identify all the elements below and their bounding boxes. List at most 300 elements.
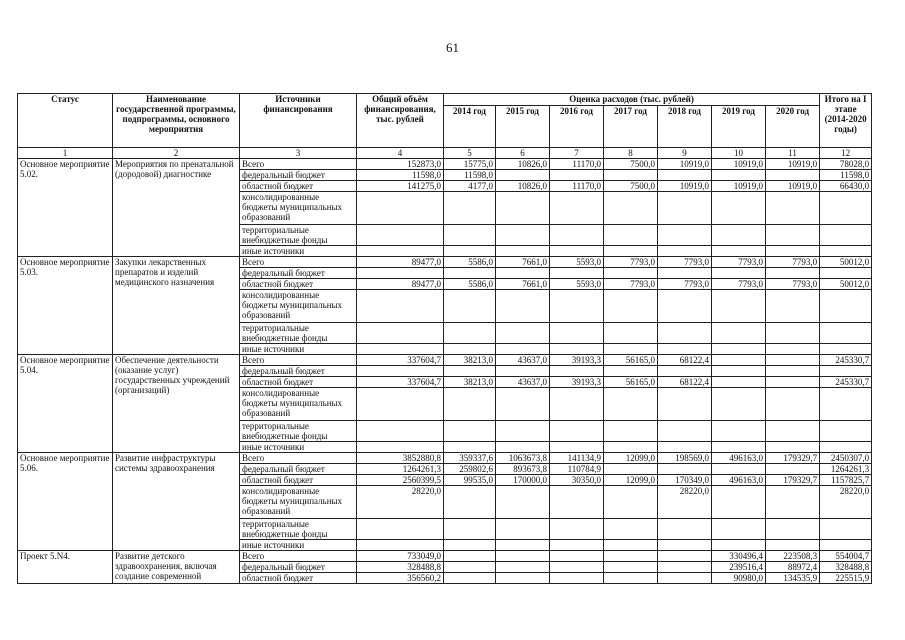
value-cell-y2018: 198569,0 (658, 453, 712, 464)
header-year: 2014 год (444, 106, 496, 148)
value-cell-result (820, 540, 872, 551)
value-cell-total (357, 225, 444, 246)
value-cell-y2014 (444, 344, 496, 355)
value-cell-y2019: 90980,0 (712, 573, 766, 584)
value-cell-y2014 (444, 246, 496, 257)
value-cell-y2015: 1063673,8 (496, 453, 550, 464)
status-cell: Основное мероприятие 5.03. (18, 257, 113, 355)
source-cell: федеральный бюджет (240, 366, 357, 377)
value-cell-y2020: 10919,0 (766, 181, 820, 192)
value-cell-total (357, 323, 444, 344)
value-cell-y2018: 10919,0 (658, 181, 712, 192)
value-cell-y2016 (550, 540, 604, 551)
activity-name-cell: Закупки лекарственных препаратов и изделий медицинского назначения (113, 257, 240, 355)
value-cell-y2017 (604, 268, 658, 279)
value-cell-y2014 (444, 421, 496, 442)
value-cell-y2016 (550, 519, 604, 540)
value-cell-y2015 (496, 486, 550, 519)
value-cell-y2020 (766, 192, 820, 225)
value-cell-y2014: 359337,6 (444, 453, 496, 464)
value-cell-y2014: 5586,0 (444, 257, 496, 268)
value-cell-y2018: 68122,4 (658, 377, 712, 388)
value-cell-y2017: 7793,0 (604, 279, 658, 290)
value-cell-y2019 (712, 268, 766, 279)
value-cell-y2019: 239516,4 (712, 562, 766, 573)
header-estimate: Оценка расходов (тыс. рублей) (444, 94, 820, 106)
value-cell-result (820, 323, 872, 344)
source-cell: областной бюджет (240, 377, 357, 388)
value-cell-y2018: 7793,0 (658, 279, 712, 290)
value-cell-total: 152873,0 (357, 159, 444, 170)
value-cell-y2020 (766, 323, 820, 344)
value-cell-total (357, 366, 444, 377)
value-cell-y2020: 179329,7 (766, 475, 820, 486)
value-cell-y2020 (766, 464, 820, 475)
value-cell-y2020 (766, 366, 820, 377)
index-cell: 9 (658, 148, 712, 159)
value-cell-y2016: 5593,0 (550, 257, 604, 268)
value-cell-total (357, 421, 444, 442)
value-cell-y2020: 179329,7 (766, 453, 820, 464)
value-cell-result: 50012,0 (820, 279, 872, 290)
value-cell-y2014: 15775,0 (444, 159, 496, 170)
value-cell-result: 78028,0 (820, 159, 872, 170)
value-cell-y2020 (766, 170, 820, 181)
value-cell-y2018 (658, 268, 712, 279)
value-cell-y2017 (604, 573, 658, 584)
value-cell-y2017 (604, 421, 658, 442)
value-cell-y2017: 12099,0 (604, 453, 658, 464)
value-cell-y2015: 7661,0 (496, 279, 550, 290)
value-cell-y2020 (766, 486, 820, 519)
value-cell-y2017 (604, 290, 658, 323)
value-cell-y2015 (496, 344, 550, 355)
value-cell-y2016 (550, 344, 604, 355)
value-cell-y2015 (496, 225, 550, 246)
value-cell-y2020 (766, 377, 820, 388)
value-cell-result (820, 290, 872, 323)
value-cell-y2015: 893673,8 (496, 464, 550, 475)
value-cell-result (820, 192, 872, 225)
value-cell-y2015 (496, 323, 550, 344)
value-cell-y2020 (766, 355, 820, 366)
value-cell-y2018 (658, 442, 712, 453)
value-cell-y2018 (658, 225, 712, 246)
header-name: Наименование государственной программы, подпрограммы, основного мероприятия (113, 94, 240, 148)
value-cell-y2020 (766, 268, 820, 279)
value-cell-y2014 (444, 519, 496, 540)
value-cell-y2016 (550, 268, 604, 279)
activity-name-cell: Развитие инфраструктуры системы здравоохранения (113, 453, 240, 551)
source-cell: иные источники (240, 344, 357, 355)
value-cell-result (820, 442, 872, 453)
index-cell: 5 (444, 148, 496, 159)
value-cell-y2020 (766, 290, 820, 323)
source-cell: Всего (240, 551, 357, 562)
activity-name-cell: Мероприятия по пренатальной (дородовой) диагностике (113, 159, 240, 257)
value-cell-y2015 (496, 442, 550, 453)
value-cell-total: 89477,0 (357, 279, 444, 290)
status-cell: Основное мероприятие 5.02. (18, 159, 113, 257)
header-year: 2018 год (658, 106, 712, 148)
value-cell-result (820, 246, 872, 257)
value-cell-y2016: 30350,0 (550, 475, 604, 486)
value-cell-y2015: 43637,0 (496, 355, 550, 366)
value-cell-y2020 (766, 519, 820, 540)
value-cell-y2019 (712, 486, 766, 519)
value-cell-y2016: 11170,0 (550, 181, 604, 192)
value-cell-y2014 (444, 573, 496, 584)
source-cell: Всего (240, 257, 357, 268)
table-row (18, 551, 872, 562)
index-row (18, 148, 872, 159)
value-cell-y2015 (496, 366, 550, 377)
value-cell-y2015 (496, 540, 550, 551)
value-cell-y2016 (550, 290, 604, 323)
value-cell-total (357, 192, 444, 225)
value-cell-y2014: 5586,0 (444, 279, 496, 290)
value-cell-y2017 (604, 540, 658, 551)
value-cell-y2016 (550, 388, 604, 421)
value-cell-y2014 (444, 562, 496, 573)
value-cell-y2016 (550, 421, 604, 442)
table-row (18, 159, 872, 170)
value-cell-y2018 (658, 366, 712, 377)
value-cell-y2017 (604, 551, 658, 562)
value-cell-result: 50012,0 (820, 257, 872, 268)
value-cell-total: 3852880,8 (357, 453, 444, 464)
value-cell-y2015: 43637,0 (496, 377, 550, 388)
value-cell-y2017 (604, 388, 658, 421)
value-cell-y2018 (658, 421, 712, 442)
source-cell: областной бюджет (240, 475, 357, 486)
index-cell: 11 (766, 148, 820, 159)
value-cell-y2019 (712, 290, 766, 323)
value-cell-result (820, 388, 872, 421)
source-cell: федеральный бюджет (240, 562, 357, 573)
value-cell-y2019 (712, 192, 766, 225)
value-cell-y2016: 141134,9 (550, 453, 604, 464)
activity-name-cell: Развитие детского здравоохранения, включая создание современной (113, 551, 240, 584)
value-cell-y2017: 7500,0 (604, 181, 658, 192)
value-cell-result: 11598,0 (820, 170, 872, 181)
header-sources: Источники финансирования (240, 94, 357, 148)
header-year: 2015 год (496, 106, 550, 148)
value-cell-y2017 (604, 464, 658, 475)
value-cell-y2020: 7793,0 (766, 279, 820, 290)
value-cell-total (357, 246, 444, 257)
header-result: Итого на I этапе (2014-2020 годы) (820, 94, 872, 148)
source-cell: иные источники (240, 540, 357, 551)
value-cell-result: 1264261,3 (820, 464, 872, 475)
value-cell-y2014: 4177,0 (444, 181, 496, 192)
value-cell-total: 11598,0 (357, 170, 444, 181)
value-cell-y2015 (496, 519, 550, 540)
value-cell-result (820, 421, 872, 442)
value-cell-y2016 (550, 366, 604, 377)
value-cell-result: 28220,0 (820, 486, 872, 519)
value-cell-y2020 (766, 540, 820, 551)
value-cell-y2015 (496, 290, 550, 323)
value-cell-result: 245330,7 (820, 355, 872, 366)
value-cell-y2016 (550, 551, 604, 562)
value-cell-y2019 (712, 366, 766, 377)
table-row (18, 355, 872, 366)
value-cell-y2018 (658, 519, 712, 540)
value-cell-y2019: 496163,0 (712, 453, 766, 464)
value-cell-y2018 (658, 551, 712, 562)
value-cell-y2014 (444, 268, 496, 279)
value-cell-y2019: 10919,0 (712, 159, 766, 170)
source-cell: областной бюджет (240, 181, 357, 192)
source-cell: областной бюджет (240, 279, 357, 290)
value-cell-total: 89477,0 (357, 257, 444, 268)
value-cell-y2016 (550, 170, 604, 181)
value-cell-y2015 (496, 573, 550, 584)
value-cell-y2019 (712, 246, 766, 257)
activity-name-cell: Обеспечение деятельности (оказание услуг) государственных учреждений (организаций) (113, 355, 240, 453)
value-cell-y2017 (604, 442, 658, 453)
value-cell-y2017 (604, 344, 658, 355)
value-cell-y2014 (444, 290, 496, 323)
value-cell-result (820, 366, 872, 377)
value-cell-total (357, 388, 444, 421)
value-cell-y2020: 223508,3 (766, 551, 820, 562)
value-cell-y2018 (658, 573, 712, 584)
value-cell-y2019: 7793,0 (712, 257, 766, 268)
value-cell-y2018 (658, 562, 712, 573)
value-cell-result (820, 344, 872, 355)
value-cell-y2014 (444, 540, 496, 551)
header-year: 2019 год (712, 106, 766, 148)
value-cell-y2015 (496, 192, 550, 225)
value-cell-y2015: 170000,0 (496, 475, 550, 486)
value-cell-y2017: 56165,0 (604, 355, 658, 366)
value-cell-y2016: 39193,3 (550, 377, 604, 388)
value-cell-result (820, 225, 872, 246)
value-cell-y2020 (766, 225, 820, 246)
value-cell-y2018 (658, 540, 712, 551)
value-cell-y2019 (712, 519, 766, 540)
status-cell: Основное мероприятие 5.06. (18, 453, 113, 551)
value-cell-y2017 (604, 366, 658, 377)
value-cell-total: 337604,7 (357, 355, 444, 366)
value-cell-y2015 (496, 388, 550, 421)
value-cell-y2019 (712, 377, 766, 388)
value-cell-y2014: 38213,0 (444, 355, 496, 366)
value-cell-y2018 (658, 290, 712, 323)
header-year: 2020 год (766, 106, 820, 148)
value-cell-y2019 (712, 540, 766, 551)
value-cell-y2014 (444, 442, 496, 453)
value-cell-y2014 (444, 366, 496, 377)
value-cell-result: 554004,7 (820, 551, 872, 562)
source-cell: Всего (240, 355, 357, 366)
value-cell-y2020 (766, 388, 820, 421)
header-total: Общий объём финансирования, тыс. рублей (357, 94, 444, 148)
source-cell: федеральный бюджет (240, 268, 357, 279)
source-cell: консолидированные бюджеты муниципальных образований (240, 388, 357, 421)
value-cell-y2016 (550, 442, 604, 453)
value-cell-total (357, 290, 444, 323)
value-cell-total (357, 540, 444, 551)
value-cell-total: 2560399,5 (357, 475, 444, 486)
value-cell-y2018: 10919,0 (658, 159, 712, 170)
value-cell-result: 1157825,7 (820, 475, 872, 486)
value-cell-y2017 (604, 170, 658, 181)
index-cell: 7 (550, 148, 604, 159)
index-cell: 3 (240, 148, 357, 159)
value-cell-total: 733049,0 (357, 551, 444, 562)
value-cell-y2016: 5593,0 (550, 279, 604, 290)
value-cell-result: 328488,8 (820, 562, 872, 573)
source-cell: областной бюджет (240, 573, 357, 584)
value-cell-y2019 (712, 388, 766, 421)
value-cell-y2016: 11170,0 (550, 159, 604, 170)
value-cell-y2017: 56165,0 (604, 377, 658, 388)
value-cell-y2019 (712, 225, 766, 246)
value-cell-y2015: 10826,0 (496, 159, 550, 170)
index-cell: 12 (820, 148, 872, 159)
value-cell-y2016 (550, 486, 604, 519)
header-status: Статус (18, 94, 113, 148)
value-cell-y2017 (604, 246, 658, 257)
value-cell-y2019 (712, 344, 766, 355)
value-cell-y2019 (712, 170, 766, 181)
source-cell: территориальные внебюджетные фонды (240, 421, 357, 442)
value-cell-y2017: 7500,0 (604, 159, 658, 170)
value-cell-y2016 (550, 562, 604, 573)
value-cell-y2014: 38213,0 (444, 377, 496, 388)
value-cell-y2020 (766, 442, 820, 453)
value-cell-y2018: 170349,0 (658, 475, 712, 486)
value-cell-y2016: 39193,3 (550, 355, 604, 366)
value-cell-y2018: 28220,0 (658, 486, 712, 519)
source-cell: Всего (240, 453, 357, 464)
value-cell-y2018: 68122,4 (658, 355, 712, 366)
source-cell: консолидированные бюджеты муниципальных образований (240, 290, 357, 323)
value-cell-y2018 (658, 464, 712, 475)
source-cell: консолидированные бюджеты муниципальных образований (240, 192, 357, 225)
source-cell: территориальные внебюджетные фонды (240, 519, 357, 540)
value-cell-y2019: 496163,0 (712, 475, 766, 486)
table-row (18, 453, 872, 464)
budget-table (17, 93, 872, 584)
value-cell-y2017 (604, 519, 658, 540)
value-cell-y2016: 110784,9 (550, 464, 604, 475)
source-cell: федеральный бюджет (240, 464, 357, 475)
value-cell-y2014: 99535,0 (444, 475, 496, 486)
value-cell-y2018 (658, 246, 712, 257)
header-year: 2016 год (550, 106, 604, 148)
value-cell-result: 2450307,0 (820, 453, 872, 464)
header-year: 2017 год (604, 106, 658, 148)
table-row (18, 257, 872, 268)
value-cell-y2014 (444, 192, 496, 225)
value-cell-total (357, 519, 444, 540)
index-cell: 6 (496, 148, 550, 159)
value-cell-total: 337604,7 (357, 377, 444, 388)
value-cell-total (357, 268, 444, 279)
source-cell: федеральный бюджет (240, 170, 357, 181)
value-cell-y2020: 134535,9 (766, 573, 820, 584)
value-cell-y2015 (496, 421, 550, 442)
value-cell-total: 1264261,3 (357, 464, 444, 475)
value-cell-y2019 (712, 421, 766, 442)
value-cell-y2015 (496, 268, 550, 279)
value-cell-y2016 (550, 323, 604, 344)
source-cell: территориальные внебюджетные фонды (240, 225, 357, 246)
value-cell-y2015 (496, 170, 550, 181)
value-cell-total: 28220,0 (357, 486, 444, 519)
value-cell-y2014 (444, 388, 496, 421)
value-cell-result: 66430,0 (820, 181, 872, 192)
value-cell-y2019 (712, 442, 766, 453)
source-cell: иные источники (240, 442, 357, 453)
value-cell-y2016 (550, 573, 604, 584)
value-cell-y2018 (658, 344, 712, 355)
page-number: 61 (446, 40, 459, 55)
value-cell-total (357, 442, 444, 453)
value-cell-y2019: 330496,4 (712, 551, 766, 562)
value-cell-y2016 (550, 192, 604, 225)
value-cell-total (357, 344, 444, 355)
value-cell-y2020 (766, 344, 820, 355)
value-cell-y2014 (444, 225, 496, 246)
value-cell-y2020: 88972,4 (766, 562, 820, 573)
value-cell-y2014: 11598,0 (444, 170, 496, 181)
value-cell-y2019 (712, 355, 766, 366)
value-cell-result: 225515,9 (820, 573, 872, 584)
value-cell-y2017 (604, 225, 658, 246)
value-cell-y2018 (658, 388, 712, 421)
index-cell: 2 (113, 148, 240, 159)
status-cell: Основное мероприятие 5.04. (18, 355, 113, 453)
value-cell-y2015: 10826,0 (496, 181, 550, 192)
value-cell-y2018 (658, 192, 712, 225)
value-cell-y2017 (604, 323, 658, 344)
value-cell-y2014 (444, 486, 496, 519)
source-cell: территориальные внебюджетные фонды (240, 323, 357, 344)
source-cell: иные источники (240, 246, 357, 257)
value-cell-y2019: 7793,0 (712, 279, 766, 290)
value-cell-result (820, 268, 872, 279)
value-cell-y2020: 10919,0 (766, 159, 820, 170)
value-cell-result: 245330,7 (820, 377, 872, 388)
value-cell-total: 328488,8 (357, 562, 444, 573)
value-cell-y2014 (444, 551, 496, 562)
index-cell: 10 (712, 148, 766, 159)
value-cell-y2020 (766, 246, 820, 257)
source-cell: консолидированные бюджеты муниципальных образований (240, 486, 357, 519)
value-cell-y2018 (658, 170, 712, 181)
value-cell-y2016 (550, 225, 604, 246)
value-cell-y2017: 12099,0 (604, 475, 658, 486)
value-cell-y2020: 7793,0 (766, 257, 820, 268)
value-cell-y2018 (658, 323, 712, 344)
value-cell-y2014: 259802,6 (444, 464, 496, 475)
status-cell: Проект 5.N4. (18, 551, 113, 584)
index-cell: 4 (357, 148, 444, 159)
value-cell-y2016 (550, 246, 604, 257)
value-cell-y2017 (604, 562, 658, 573)
value-cell-total: 356560,2 (357, 573, 444, 584)
value-cell-y2015 (496, 562, 550, 573)
value-cell-y2017 (604, 192, 658, 225)
value-cell-y2015: 7661,0 (496, 257, 550, 268)
value-cell-result (820, 519, 872, 540)
value-cell-y2020 (766, 421, 820, 442)
